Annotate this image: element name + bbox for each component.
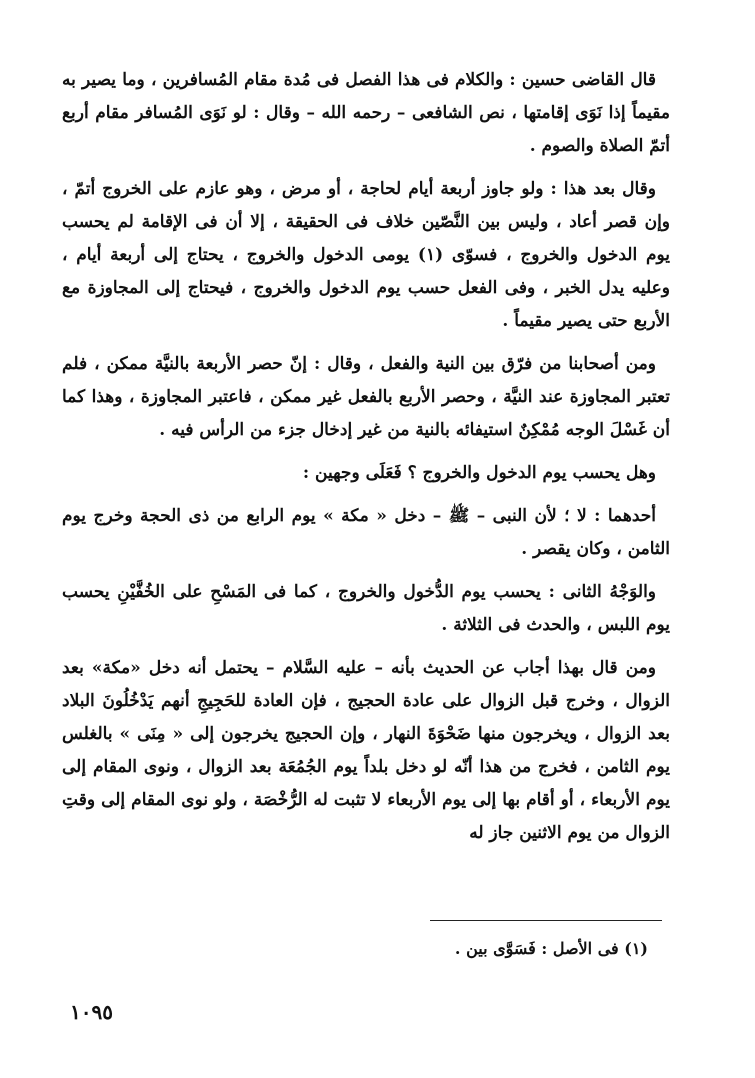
- footnote: (١) فى الأصل : فَسَوَّى بين .: [454, 939, 648, 958]
- paragraph-7: ومن قال بهذا أجاب عن الحديث بأنه – عليه السَّلام – يحتمل أنه دخل «مكة» بعد الزوال ، وخرج قبل الزوال على عادة الحجيج ، فإن العادة للحَجِيجِ أنهم يَدْخُلُونَ البلاد بعد الزوال ، ويخرجون منها ضَحْوَةَ النهار ، وإن الحجيج يخرجون إلى « مِنَى » بالغلس يوم الثامن ، فخرج من هذا أنّه لو دخل بلداً يوم الجُمُعَة بعد الزوال ، ونوى المقام إلى يوم الأربعاء ، أو أقام بها إلى يوم الأربعاء لا تثبت له الرُّخْصَة ، ولو نوى المقام إلى وقتِ الزوال من يوم الاثنين جاز له: [62, 658, 670, 843]
- paragraph-6: والوَجْهُ الثانى : يحسب يوم الدُّخول والخروج ، كما فى المَسْحِ على الخُفَّيْنِ يحسب يوم اللبس ، والحدث فى الثلاثة .: [62, 582, 670, 635]
- page-number: ١٠٩٥: [70, 1000, 113, 1024]
- footnote-divider: [430, 920, 662, 921]
- paragraph-3: ومن أصحابنا من فرّق بين النية والفعل ، وقال : إنّ حصر الأربعة بالنيَّة ممكن ، فلم تعتبر المجاوزة عند النيَّة ، وحصر الأربع بالفعل غير ممكن ، فاعتبر المجاوزة ، وهذا كما أن غَسْلَ الوجه مُمْكِنٌ استيفائه بالنية من غير إدخال جزء من الرأس فيه .: [62, 354, 670, 440]
- paragraph-4: وهل يحسب يوم الدخول والخروج ؟ فَعَلَى وجهين :: [302, 463, 656, 483]
- paragraph-5: أحدهما : لا ؛ لأن النبى – ﷺ – دخل « مكة » يوم الرابع من ذى الحجة وخرج يوم الثامن ، وكان يقصر .: [62, 506, 670, 559]
- paragraph-1: قال القاضى حسين : والكلام فى هذا الفصل فى مُدة مقام المُسافرين ، وما يصير به مقيماً إذا نَوَى إقامتها ، نص الشافعى – رحمه الله – وقال : لو نَوَى المُسافر مقام أربع أتمّ الصلاة والصوم .: [62, 70, 670, 156]
- page-body: [62, 64, 670, 860]
- paragraph-2: وقال بعد هذا : ولو جاوز أربعة أيام لحاجة ، أو مرض ، وهو عازم على الخروج أتمّ ، وإن قصر أعاد ، وليس بين النَّصّين خلاف فى الحقيقة ، إلا أن فى الإقامة لم يحسب يوم الدخول والخروج ، فسوّى (١) يومى الدخول والخروج ، يحتاج إلى أربعة أيام ، وعليه يدل الخبر ، وفى الفعل حسب يوم الدخول والخروج ، فيحتاج إلى المجاوزة مع الأربع حتى يصير مقيماً .: [62, 179, 670, 331]
